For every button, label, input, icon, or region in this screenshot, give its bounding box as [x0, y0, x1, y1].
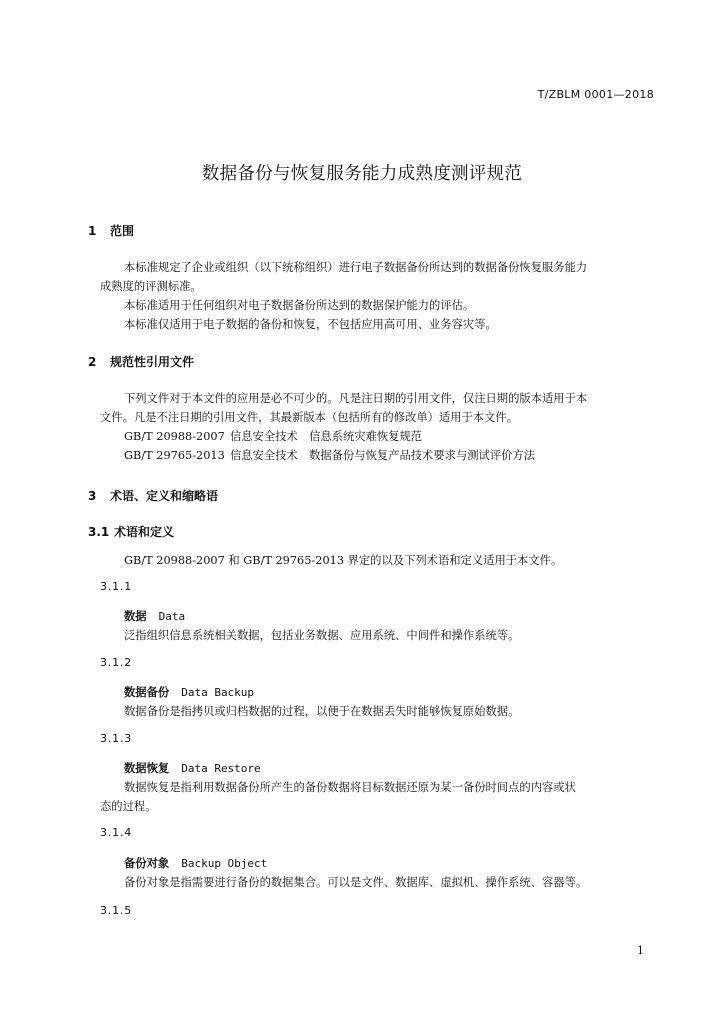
- term-chinese: 数据恢复: [124, 762, 170, 775]
- term-entry: [124, 760, 261, 776]
- term-chinese: 数据: [124, 610, 147, 623]
- paragraph: 本标准仅适用于电子数据的备份和恢复，不包括应用高可用、业务容灾等。: [124, 318, 497, 331]
- section-number: 3: [88, 489, 97, 503]
- term-chinese: 数据备份: [124, 686, 170, 699]
- section-number: 1: [88, 224, 97, 238]
- term-definition: 泛指组织信息系统相关数据，包括业务数据、应用系统、中间件和操作系统等。: [124, 629, 520, 642]
- term-number: 3.1.4: [100, 826, 132, 839]
- term-english: Backup Object: [181, 857, 268, 870]
- paragraph: 本标准适用于任何组织对电子数据备份所达到的数据保护能力的评估。: [124, 299, 475, 312]
- paragraph: 文件。凡是不注日期的引用文件，其最新版本（包括所有的修改单）适用于本文件。: [100, 411, 518, 424]
- term-entry: [124, 684, 254, 700]
- term-number: 3.1.3: [100, 732, 132, 745]
- term-definition: 数据备份是指拷贝或归档数据的过程，以便于在数据丢失时能够恢复原始数据。: [124, 705, 520, 718]
- section-2-heading: [88, 353, 194, 370]
- term-chinese: 备份对象: [124, 857, 170, 870]
- term-entry: [124, 855, 267, 871]
- paragraph: 成熟度的评测标准。: [100, 280, 202, 293]
- term-english: Data: [158, 610, 186, 623]
- term-english: Data Backup: [181, 686, 255, 699]
- paragraph: 本标准规定了企业或组织（以下统称组织）进行电子数据备份所达到的数据备份恢复服务能力: [124, 261, 588, 274]
- term-number: 3.1.1: [100, 580, 132, 593]
- standard-code: T/ZBLM 0001—2018: [537, 88, 654, 101]
- normative-reference: [124, 428, 422, 444]
- section-number: 2: [88, 355, 97, 369]
- subsection-number: 3.1: [88, 525, 110, 539]
- section-title: 术语、定义和缩略语: [110, 489, 219, 503]
- term-number: 3.1.2: [100, 656, 132, 669]
- section-title: 范围: [110, 224, 135, 238]
- term-number: 3.1.5: [100, 904, 132, 917]
- document-title: 数据备份与恢复服务能力成熟度测评规范: [201, 164, 523, 184]
- term-definition: 数据恢复是指利用数据备份所产生的备份数据将目标数据还原为某一备份时间点的内容或状: [124, 781, 576, 794]
- section-3-heading: [88, 487, 218, 504]
- reference-code: GB/T 29765-2013: [124, 449, 225, 462]
- term-entry: [124, 608, 185, 624]
- reference-code: GB/T 20988-2007: [124, 430, 225, 443]
- subsection-3-1-heading: [88, 523, 174, 540]
- section-1-heading: [88, 222, 134, 239]
- paragraph: 下列文件对于本文件的应用是必不可少的。凡是注日期的引用文件，仅注日期的版本适用于本: [124, 392, 588, 405]
- reference-title: 信息安全技术 数据备份与恢复产品技术要求与测试评价方法: [230, 449, 536, 462]
- term-english: Data Restore: [181, 762, 261, 775]
- normative-reference: [124, 447, 535, 463]
- paragraph: GB/T 20988-2007 和 GB/T 29765-2013 界定的以及下列术语和定义适用于本文件。: [124, 554, 563, 567]
- section-title: 规范性引用文件: [110, 355, 195, 369]
- term-definition: 态的过程。: [100, 800, 157, 813]
- term-definition: 备份对象是指需要进行备份的数据集合。可以是文件、数据库、虚拟机、操作系统、容器等。: [124, 876, 588, 889]
- subsection-title: 术语和定义: [114, 525, 175, 539]
- page-number: 1: [637, 944, 644, 957]
- reference-title: 信息安全技术 信息系统灾难恢复规范: [230, 430, 423, 443]
